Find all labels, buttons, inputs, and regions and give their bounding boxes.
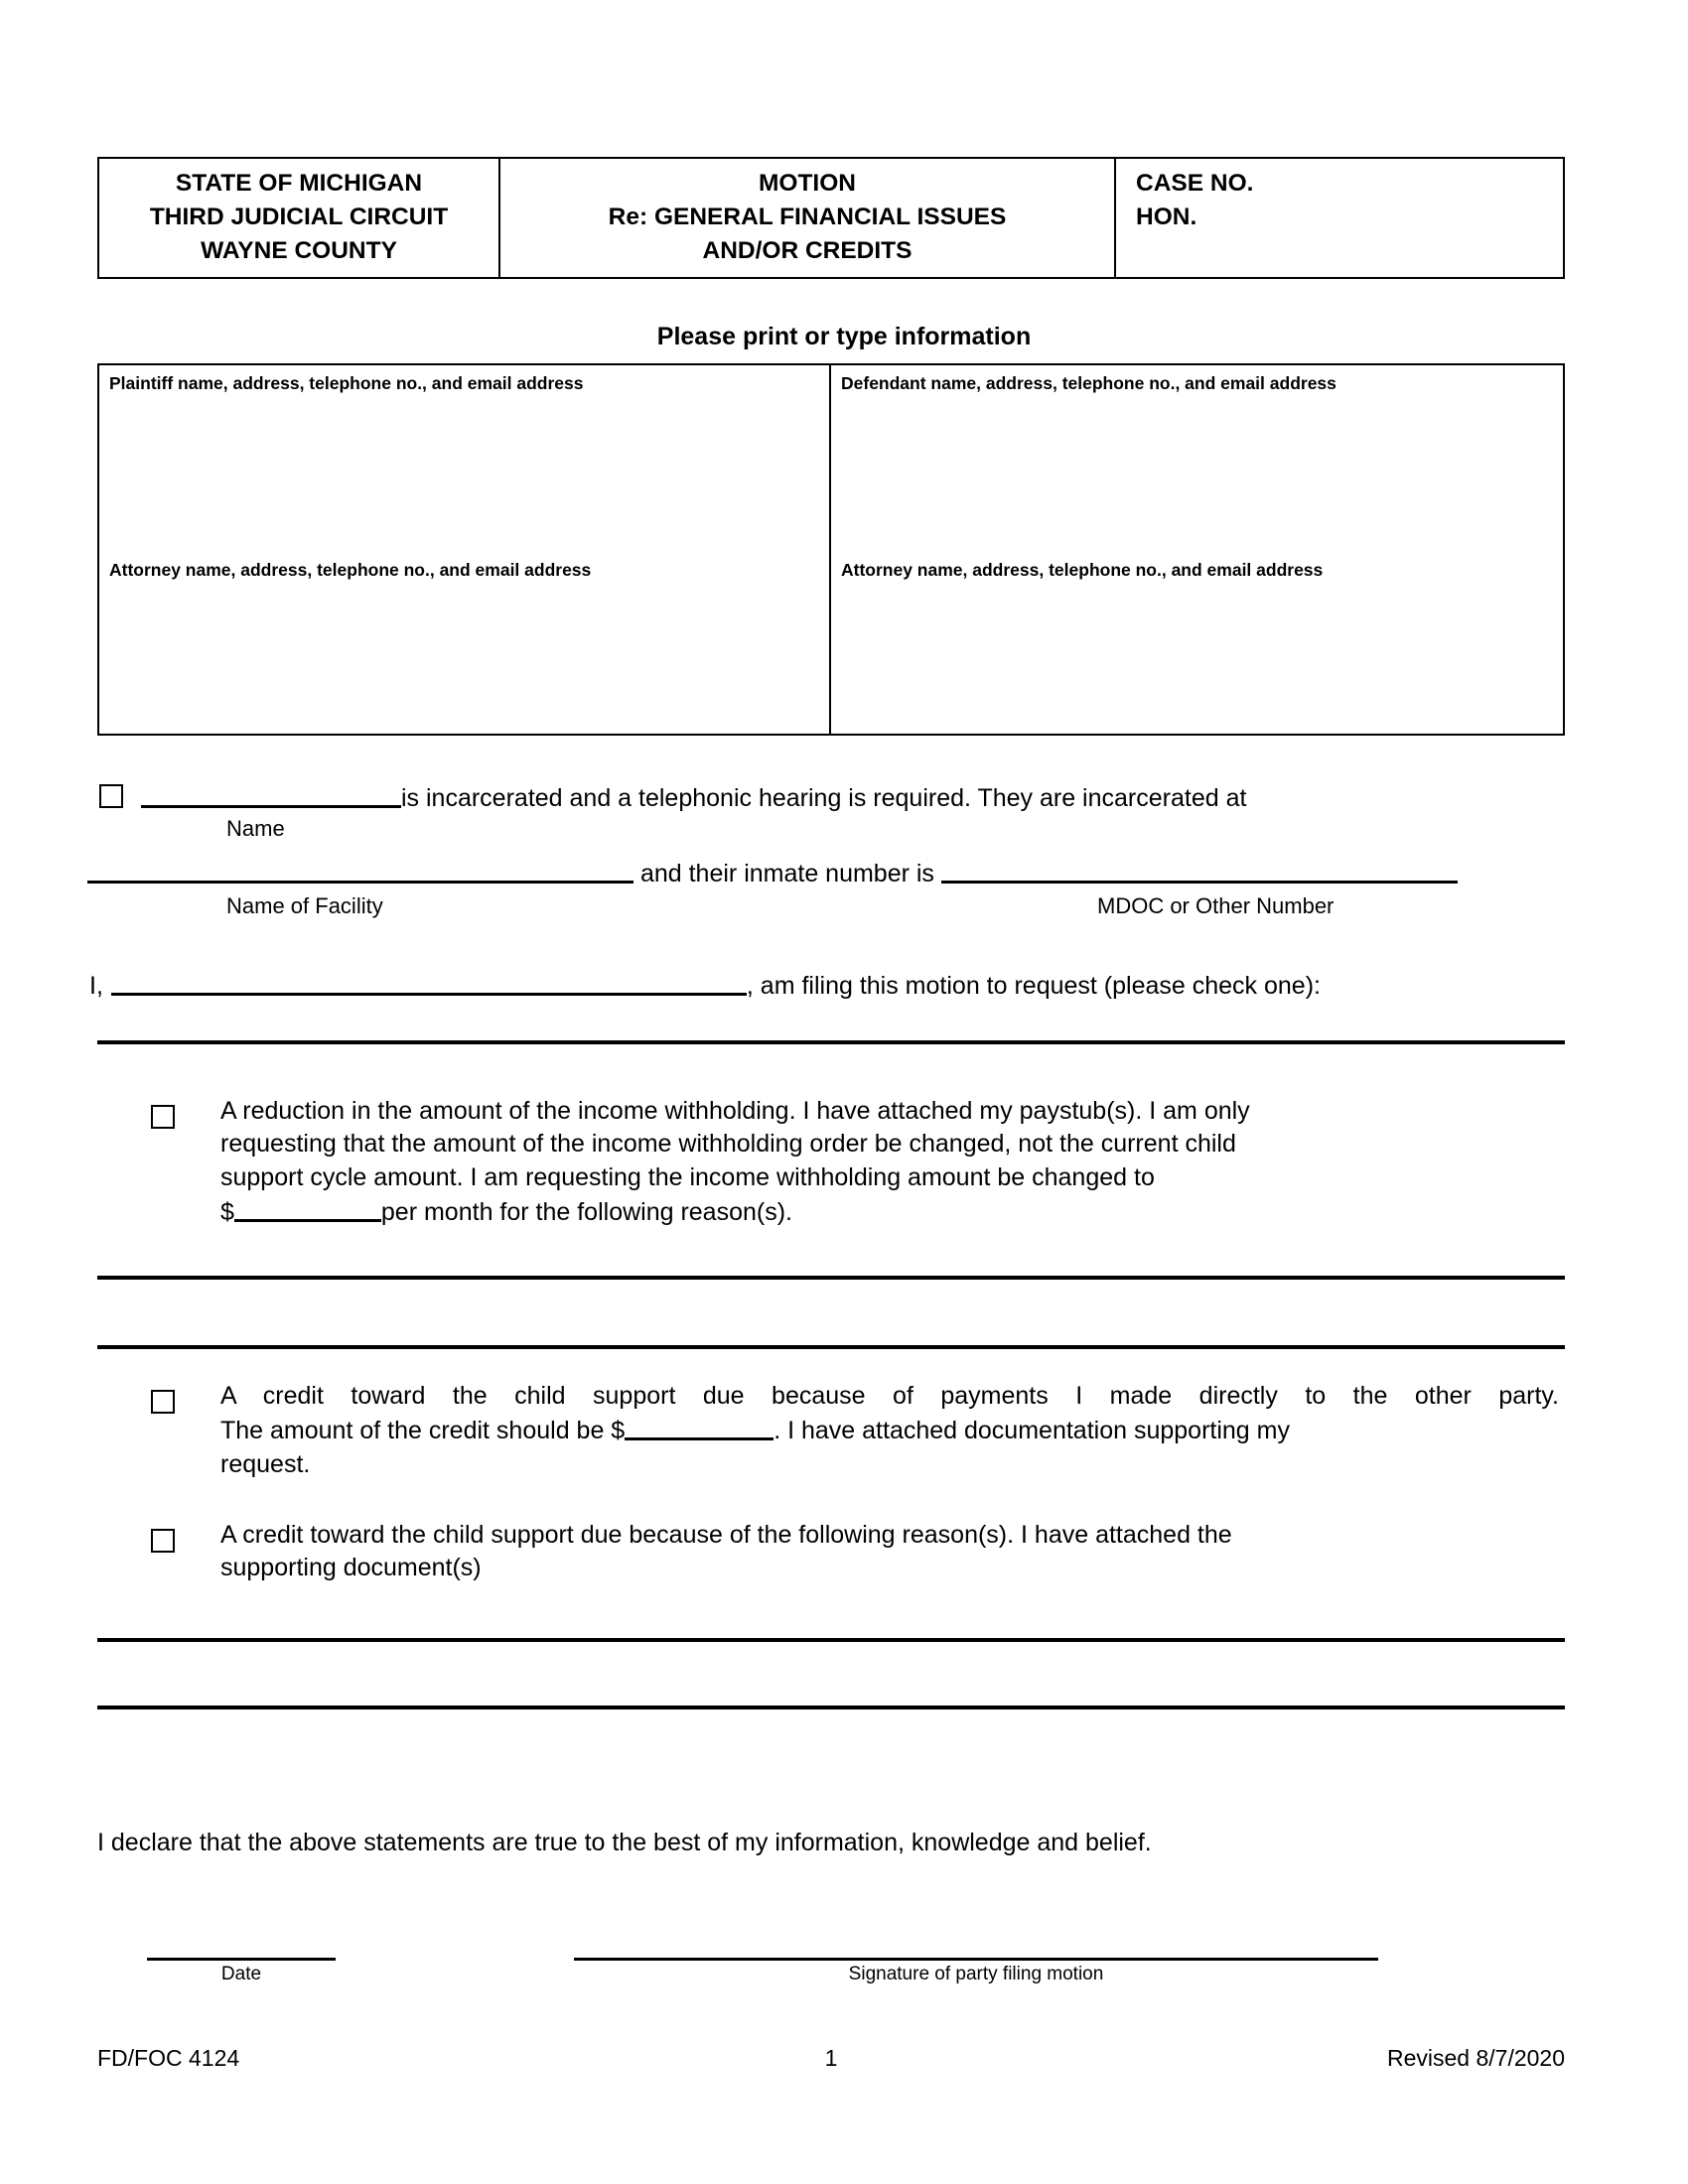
filer-suffix: , am filing this motion to request (please check one): [746,972,1321,1000]
option-credit-payments-line-1: A credit toward the child support due because of payments I made directly to the other party. [220,1382,1559,1410]
document-title-cell [500,159,1116,277]
document-title-line-1: MOTION [759,170,856,197]
withholding-amount-prefix: $ [220,1197,234,1226]
section-divider-4 [97,1638,1565,1642]
section-divider-5 [97,1706,1565,1709]
section-divider-2 [97,1276,1565,1280]
parties-box [97,363,1565,736]
print-instruction: Please print or type information [656,323,1032,350]
section-divider-1 [97,1040,1565,1044]
option-reduction-line-2: requesting that the amount of the income withholding order be changed, not the current child [220,1130,1236,1159]
incarceration-statement-text: is incarcerated and a telephonic hearing is required. They are incarcerated at [401,784,1247,812]
withholding-amount-blank[interactable] [234,1194,381,1222]
withholding-amount-suffix: per month for the following reason(s). [380,1197,792,1226]
credit-amount-suffix: . I have attached documentation supporting my [774,1417,1290,1445]
option-reduction-checkbox[interactable] [151,1105,175,1129]
filer-name-blank[interactable] [111,968,747,996]
inmate-number-blank[interactable] [941,856,1458,884]
plaintiff-label: Plaintiff name, address, telephone no., and email address [109,373,584,393]
option-reduction-line-3: support cycle amount. I am requesting the income withholding amount be changed to [220,1162,1155,1191]
case-number-label: CASE NO. [1136,170,1254,197]
revision-date: Revised 8/7/2020 [1386,2045,1565,2071]
option-credit-payments-checkbox[interactable] [151,1390,175,1414]
court-county-line: WAYNE COUNTY [201,236,397,264]
filer-prefix: I, [89,972,103,1000]
court-circuit-line: THIRD JUDICIAL CIRCUIT [149,203,449,230]
option-credit-reasons-line-2: supporting document(s) [220,1554,482,1582]
plaintiff-attorney-label: Attorney name, address, telephone no., and email address [109,560,592,580]
judge-label: HON. [1136,203,1197,230]
incarcerated-name-blank[interactable] [141,780,401,808]
court-identification-cell [99,159,500,277]
option-reduction-line-1: A reduction in the amount of the income withholding. I have attached my paystub(s). I am only [220,1097,1250,1125]
date-signature-line[interactable] [147,1958,336,1961]
caption-table [97,157,1565,279]
option-credit-reasons-checkbox[interactable] [151,1529,175,1553]
inmate-number-text: and their inmate number is [639,860,934,887]
option-credit-payments-line-2 [220,1413,1559,1447]
plaintiff-column[interactable] [99,365,831,734]
signature-caption: Signature of party filing motion [848,1964,1104,1984]
facility-inmate-line [87,856,1577,890]
defendant-column[interactable] [831,365,1563,734]
document-title-line-3: AND/OR CREDITS [702,236,913,264]
document-title-line-2: Re: GENERAL FINANCIAL ISSUES [608,203,1007,230]
section-divider-3 [97,1345,1565,1349]
option-credit-payments-text [220,1380,1559,1481]
date-caption: Date [220,1964,262,1984]
form-number: FD/FOC 4124 [97,2045,240,2071]
incarcerated-name-caption: Name [226,816,285,841]
credit-amount-blank[interactable] [625,1413,774,1440]
party-signature-line[interactable] [574,1958,1378,1961]
option-reduction-text [220,1095,1561,1229]
court-state-line: STATE OF MICHIGAN [175,170,423,197]
facility-name-caption: Name of Facility [226,893,383,918]
page-number: 1 [824,2045,838,2071]
option-credit-reasons-line-1: A credit toward the child support due because of the following reason(s). I have attached the [220,1521,1232,1549]
option-reduction-line-4 [220,1194,1561,1229]
defendant-label: Defendant name, address, telephone no., and email address [841,373,1336,393]
credit-amount-prefix: The amount of the credit should be $ [220,1417,626,1445]
option-credit-payments-line-3: request. [220,1449,311,1478]
incarceration-statement-line [141,780,1571,815]
option-credit-reasons-text [220,1519,1559,1585]
mdoc-number-caption: MDOC or Other Number [1097,893,1335,918]
page-footer [97,2045,1565,2072]
facility-name-blank[interactable] [87,856,633,884]
filer-line [89,968,1579,1003]
case-number-cell[interactable] [1116,159,1563,277]
declaration-statement: I declare that the above statements are true to the best of my information, knowledge and belief. [97,1829,1152,1856]
defendant-attorney-label: Attorney name, address, telephone no., and email address [841,560,1324,580]
incarcerated-checkbox[interactable] [99,784,123,808]
